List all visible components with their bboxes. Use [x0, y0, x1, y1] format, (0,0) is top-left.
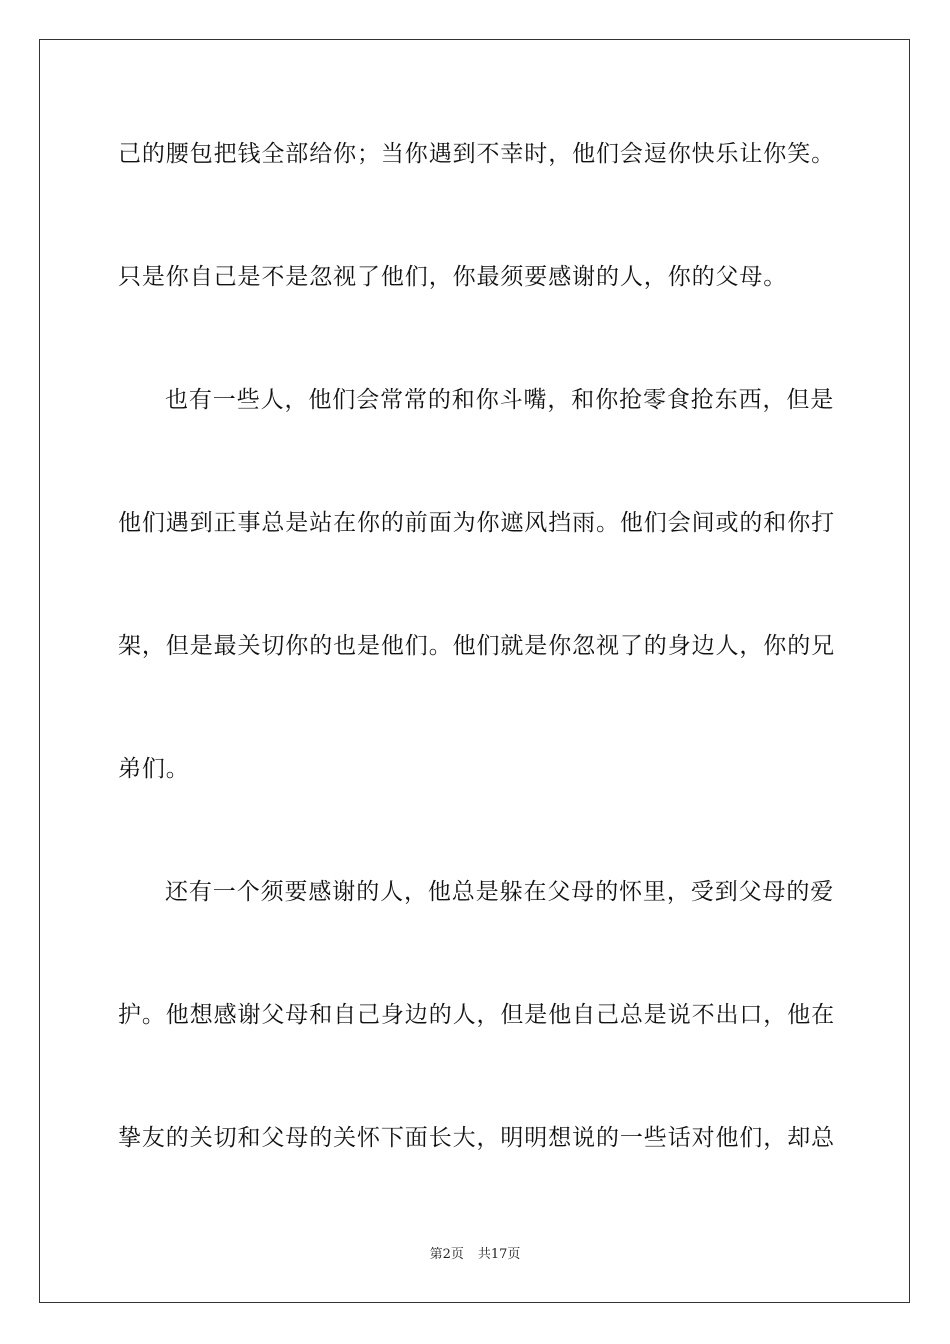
text-line: 他们遇到正事总是站在你的前面为你遮风挡雨。他们会间或的和你打 [118, 510, 835, 536]
page-border [39, 39, 910, 1303]
page-footer [0, 1246, 950, 1264]
text-line: 己的腰包把钱全部给你；当你遇到不幸时，他们会逗你快乐让你笑。 [118, 141, 835, 167]
text-line: 只是你自己是不是忽视了他们，你最须要感谢的人，你的父母。 [118, 264, 788, 290]
paragraph-start-line: 也有一些人，他们会常常的和你斗嘴，和你抢零食抢东西，但是 [165, 387, 835, 413]
text-line: 挚友的关切和父母的关怀下面长大，明明想说的一些话对他们，却总 [118, 1125, 835, 1151]
total-pages: 共17页 [477, 1247, 521, 1262]
page-number: 第2页 [429, 1247, 464, 1262]
text-line: 弟们。 [118, 756, 190, 782]
text-line: 架，但是最关切你的也是他们。他们就是你忽视了的身边人，你的兄 [118, 633, 835, 659]
paragraph-start-line: 还有一个须要感谢的人，他总是躲在父母的怀里，受到父母的爱 [165, 879, 835, 905]
text-line: 护。他想感谢父母和自己身边的人，但是他自己总是说不出口，他在 [118, 1002, 835, 1028]
